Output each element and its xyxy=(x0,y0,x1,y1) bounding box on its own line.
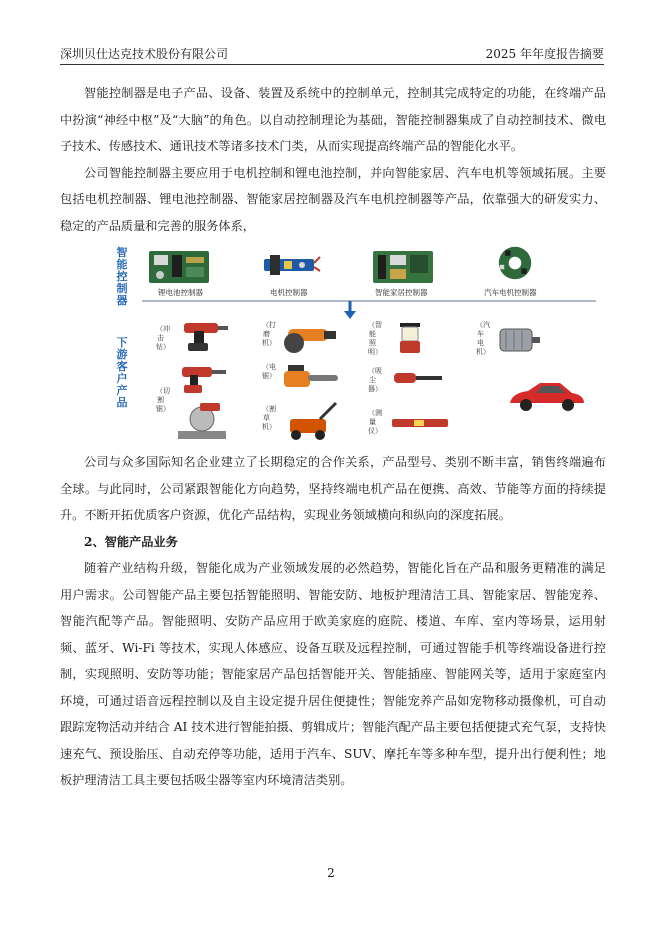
divider-arrow xyxy=(142,299,596,321)
paragraph-controller-intro: 智能控制器是电子产品、设备、装置及系统中的控制单元，控制其完成特定的功能，在终端产品中扮演“神经中枢”及“大脑”的角色。以自动控制理论为基础，智能控制器集成了自动控制技术、微电子技术、传感技术、通讯技术等诸多技术门类，从而实现提高终端产品的智能化水平。 xyxy=(60,86,606,153)
company-name: 深圳贝仕达克技术股份有限公司 xyxy=(60,47,229,61)
sports-car-image xyxy=(506,377,588,415)
angle-grinder-image xyxy=(280,317,340,357)
category-label-controller: 智能控制器 xyxy=(116,246,128,307)
laser-level-image xyxy=(390,415,450,431)
report-title: 2025 年年度报告摘要 xyxy=(485,47,604,61)
miter-saw-image xyxy=(174,399,230,441)
product-label-impact-drill: （冲击钻） xyxy=(156,325,170,351)
paragraph-partnerships: 公司与众多国际知名企业建立了长期稳定的合作关系，产品型号、类别不断丰富，销售终端遍布全球。与此同时，公司紧跟智能化方向趋势，坚持终端电机产品在便携、高效、节能等方面的持续提升。不断开拓优质客户资源，优化产品结构，实现业务领域横向和纵向的深度拓展。 xyxy=(60,455,606,522)
car-motor-image xyxy=(494,323,544,357)
impact-drill-image xyxy=(174,319,230,353)
product-label-chainsaw: （电锯） xyxy=(262,363,276,380)
category-label-downstream: 下游客户产品 xyxy=(116,336,128,409)
controller-label-motor: 电机控制器 xyxy=(270,288,308,297)
controller-product-figure xyxy=(110,245,596,443)
motor-controller-board xyxy=(260,247,322,283)
product-label-grinder: （打磨机） xyxy=(262,321,276,347)
page-number: 2 xyxy=(327,866,335,880)
smart-home-controller-board xyxy=(372,249,434,285)
paragraph-smart-products: 随着产业结构升级，智能化成为产业领域发展的必然趋势，智能化旨在产品和服务更精准的满足用户需求。公司智能产品主要包括智能照明、智能安防、地板护理清洁工具、智能家居、智能宠养、智能汽配等产品。智能照明、安防产品应用于欧美家庭的庭院、楼道、车库、室内等场景，运用射频、蓝牙、Wi-Fi 等技术，实现人体感应、设备互联及远程控制，可通过智能手机等终端设备进行控制，实现照明、安防等功能；智能家居产品包括智能开关、智能插座、智能网关等，适用于家庭室内环境，可通过语音远程控制以及自主设定提升居住便捷性；智能宠养产品如宠物移动摄像机，可自动跟踪宠物活动并结合 AI 技术进行智能拍摄、剪辑成片；智能汽配产品主要包括便捷式充气泵，支持快速充气、预设胎压、自动充停等功能，适用于汽车、SUV、摩托车等多种车型，提升出行便利性；地板护理清洁工具主要包括吸尘器等室内环境清洁类别。 xyxy=(60,561,606,787)
lawn-mower-image xyxy=(280,401,340,441)
product-label-lawn-mower: （割草机） xyxy=(262,405,276,431)
product-label-vacuum: （吸尘器） xyxy=(368,367,382,393)
product-label-cutting-saw: （切割锯） xyxy=(156,387,170,413)
cordless-screwdriver-image xyxy=(174,361,230,395)
controller-label-smart-home: 智能家居控制器 xyxy=(375,288,428,297)
lithium-battery-controller-board xyxy=(148,249,210,285)
vacuum-cleaner-image xyxy=(390,363,446,391)
controller-label-automotive: 汽车电机控制器 xyxy=(484,288,537,297)
page-header xyxy=(60,42,604,65)
chainsaw-image xyxy=(280,361,340,395)
automotive-motor-controller-board xyxy=(484,245,546,281)
paragraph-controller-applications: 公司智能控制器主要应用于电机控制和锂电池控制，并向智能家居、汽车电机等领域拓展。主要包括电机控制器、锂电池控制器、智能家居控制器及汽车电机控制器等产品，依靠强大的研发实力、稳定的产品质量和完善的服务体系， xyxy=(60,165,606,233)
main-content xyxy=(60,80,606,794)
product-label-car-motor: （汽车电机） xyxy=(476,321,490,356)
product-label-smart-lighting: （智能照明） xyxy=(368,321,382,356)
product-label-measuring-tool: （测量仪） xyxy=(368,409,382,435)
controller-label-lithium: 锂电池控制器 xyxy=(158,288,203,297)
smart-lantern-image xyxy=(390,317,430,357)
section-title-smart-products: 2、智能产品业务 xyxy=(84,534,178,549)
